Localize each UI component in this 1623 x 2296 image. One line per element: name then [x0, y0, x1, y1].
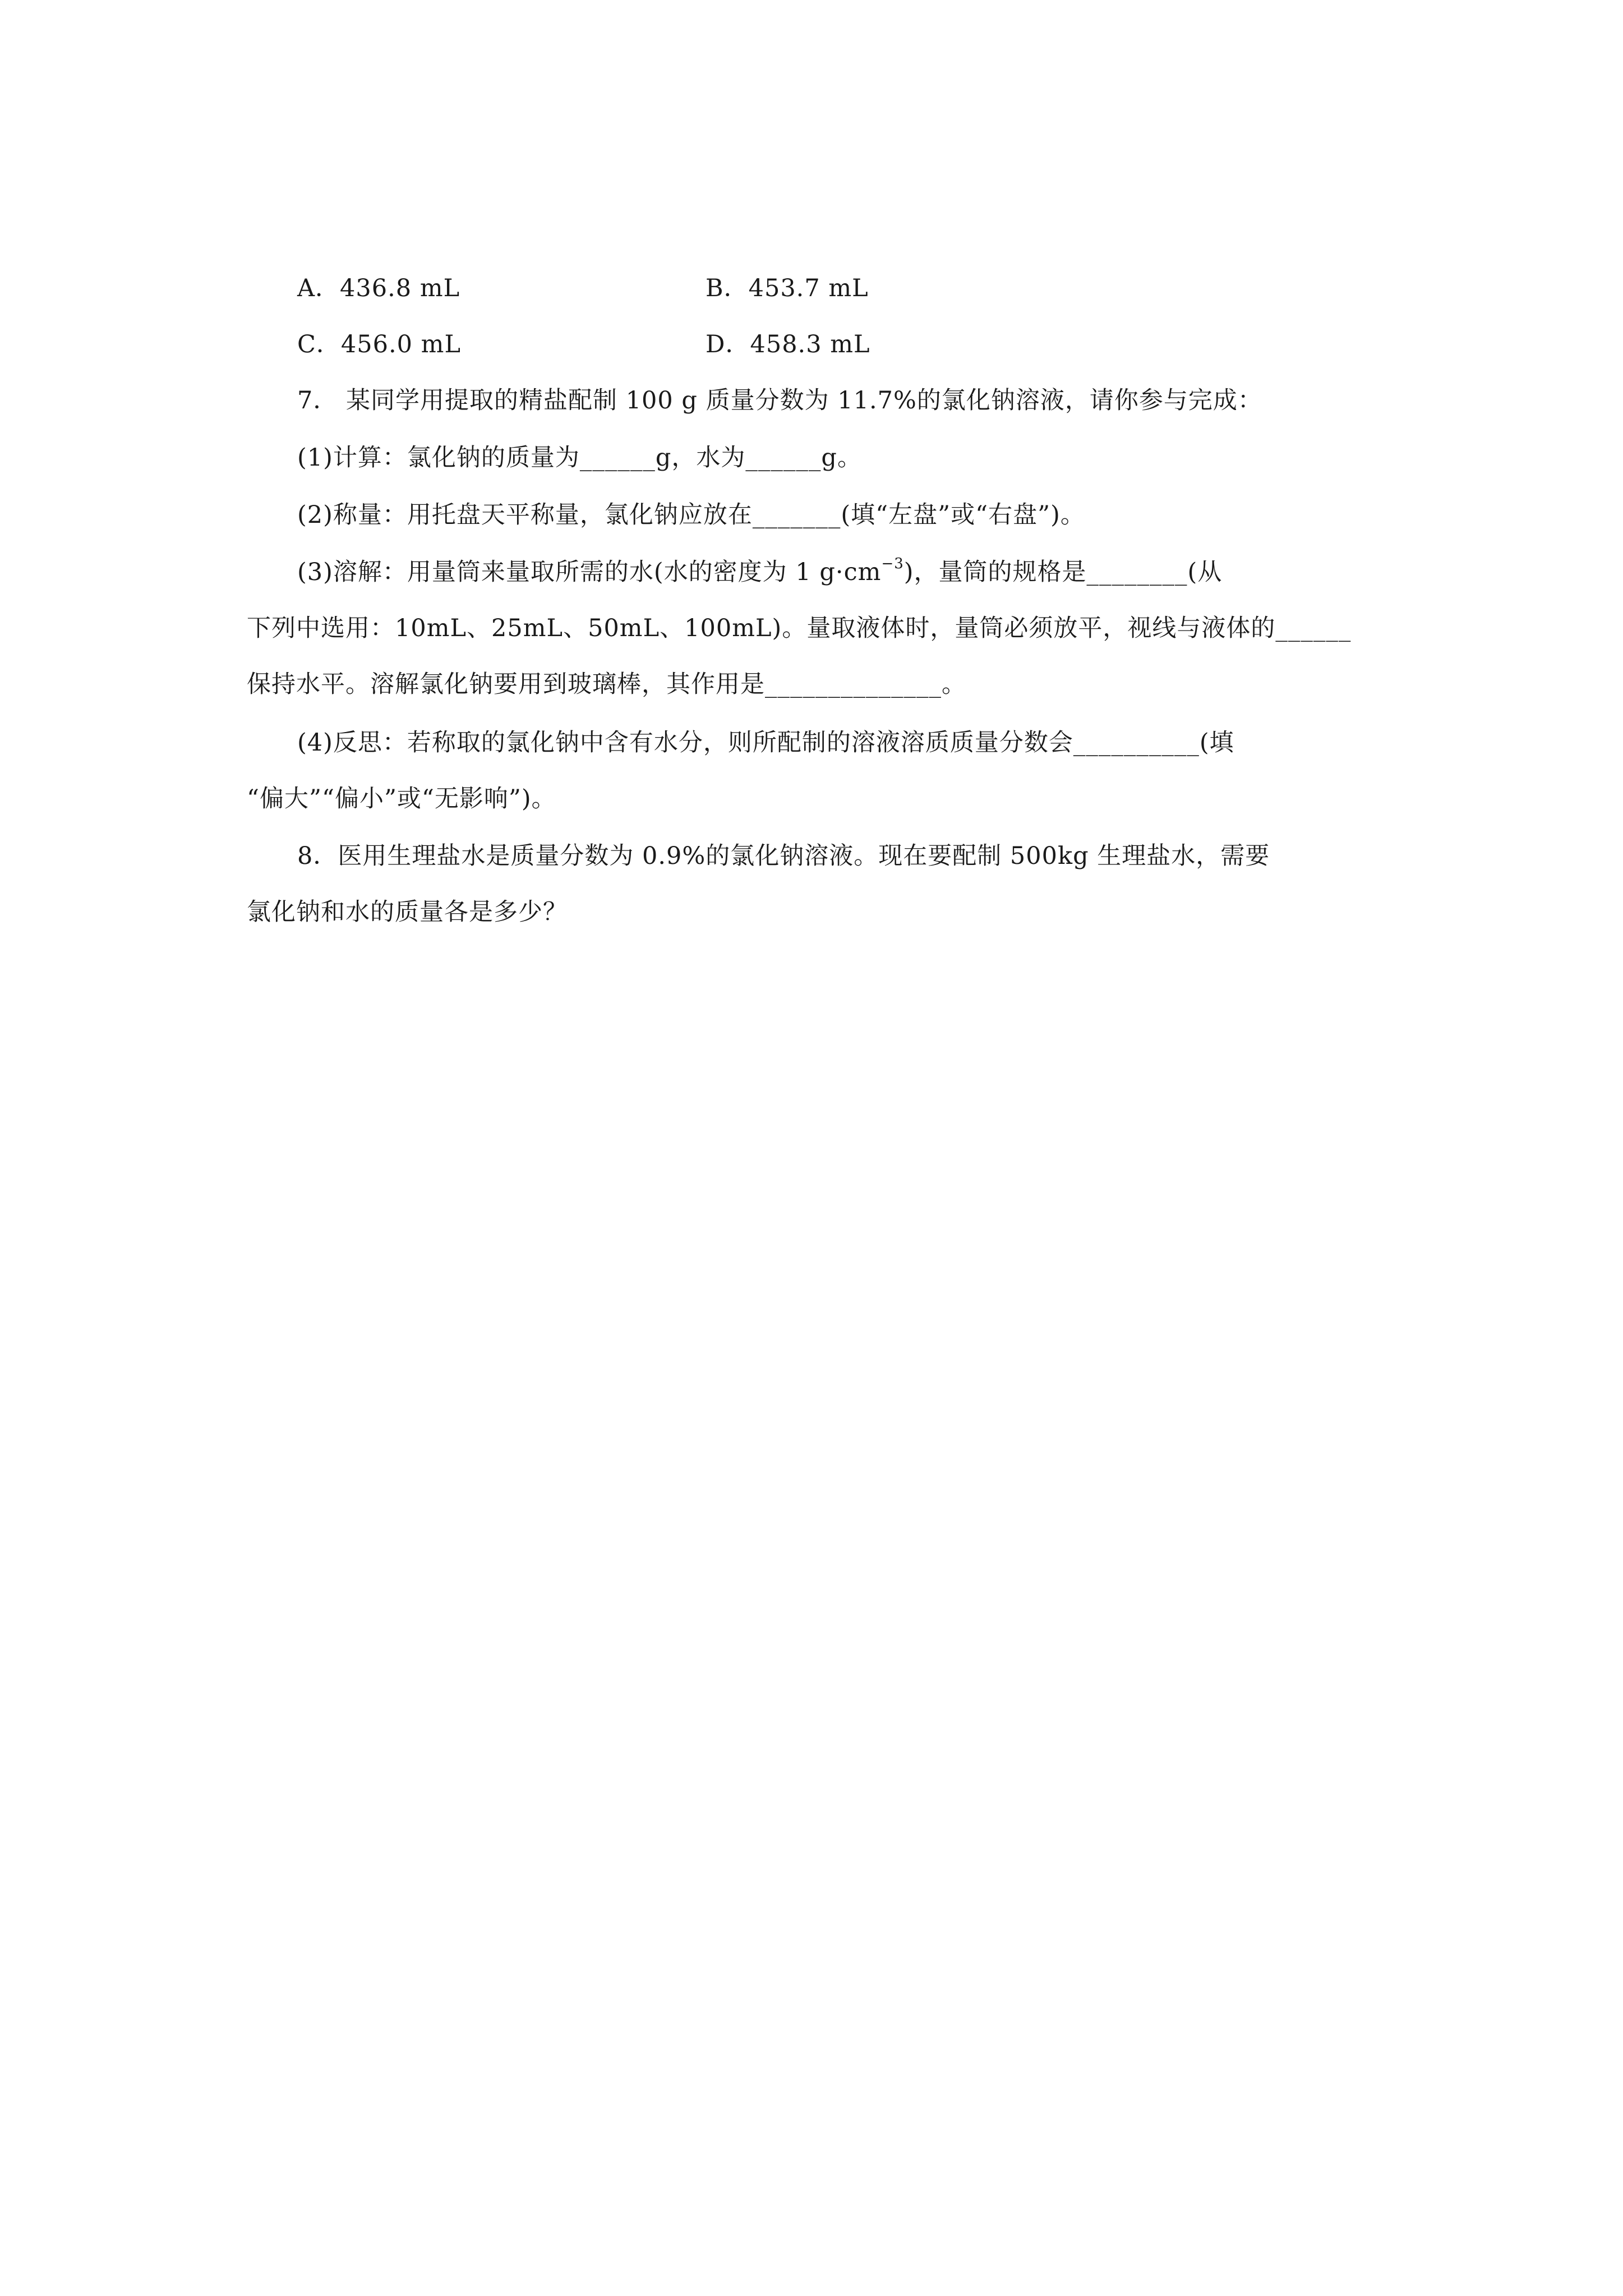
question-7-part-3-line-1: [297, 555, 1222, 589]
question-8-line-2: 氯化钠和水的质量各是多少？: [247, 898, 568, 926]
question-7-part-3-line-3: 保持水平。溶解氯化钠要用到玻璃棒，其作用是______________。: [247, 670, 966, 698]
option-b: B．453.7 mL: [706, 274, 869, 302]
q7-p3-superscript: −3: [881, 555, 904, 572]
option-d: D．458.3 mL: [706, 330, 870, 358]
q7-p3-text-before: (3)溶解：用量筒来量取所需的水(水的密度为 1 g·cm: [297, 558, 882, 586]
question-7-part-1: (1)计算：氯化钠的质量为______g，水为______g。: [297, 444, 862, 472]
question-7-part-4-line-1: (4)反思：若称取的氯化钠中含有水分，则所配制的溶液溶质质量分数会__________(填: [297, 729, 1234, 757]
question-7-stem: 7． 某同学用提取的精盐配制 100 g 质量分数为 11.7%的氯化钠溶液，请你参与完成：: [297, 386, 1262, 415]
question-7-part-4-line-2: “偏大”“偏小”或“无影响”)。: [247, 785, 556, 813]
question-7-part-3-line-2: 下列中选用：10mL、25mL、50mL、100mL)。量取液体时，量筒必须放平，视线与液体的______: [247, 614, 1352, 642]
question-8-line-1: 8．医用生理盐水是质量分数为 0.9%的氯化钠溶液。现在要配制 500kg 生理盐水，需要: [297, 842, 1270, 870]
option-c: C．456.0 mL: [297, 330, 461, 358]
q7-p3-text-after: )，量筒的规格是________(从: [903, 558, 1223, 586]
option-a: A．436.8 mL: [297, 274, 460, 302]
question-7-part-2: (2)称量：用托盘天平称量，氯化钠应放在_______(填“左盘”或“右盘”)。: [297, 501, 1085, 529]
